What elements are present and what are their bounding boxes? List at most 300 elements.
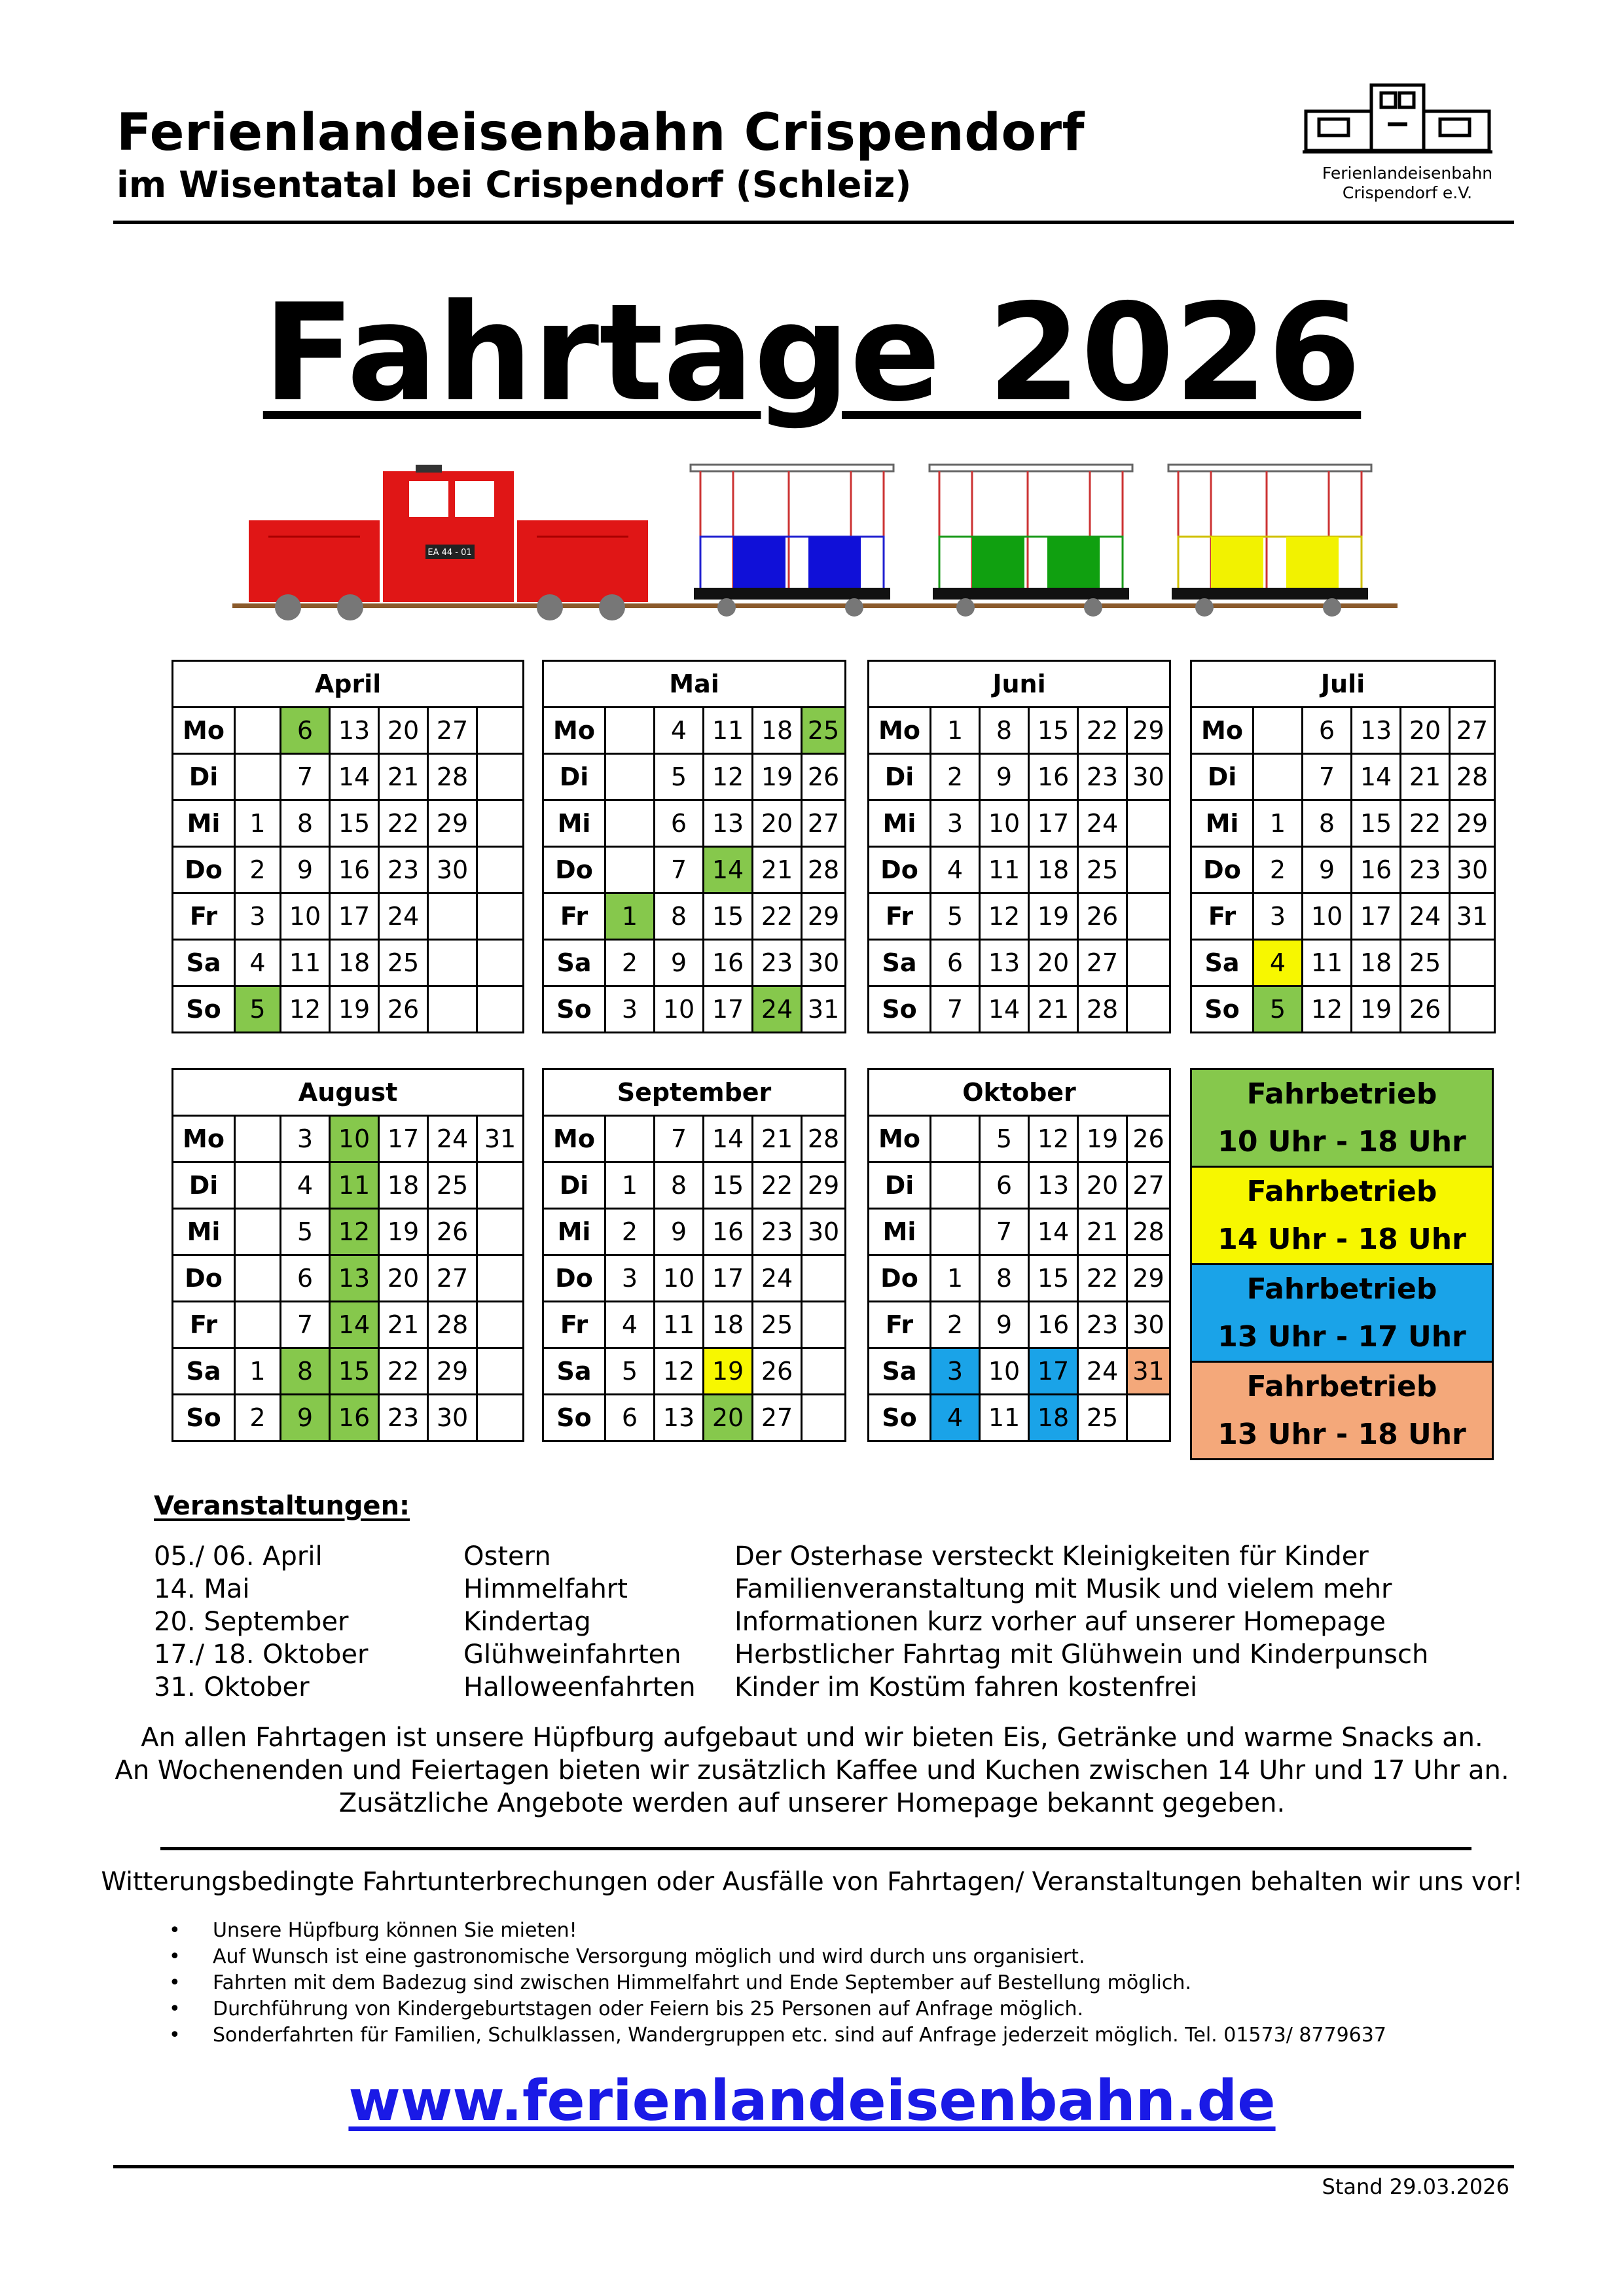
day-cell: 29 (428, 1348, 477, 1395)
day-cell: 11 (281, 940, 330, 986)
notes-rule (160, 1847, 1471, 1850)
day-cell: 16 (330, 1395, 379, 1441)
bullet-item: • Auf Wunsch ist eine gastronomische Versorgung möglich und wird durch uns organisiert. (164, 1944, 1386, 1970)
day-cell: 4 (931, 847, 980, 893)
day-cell: 12 (330, 1209, 379, 1255)
bullet-item: • Unsere Hüpfburg können Sie mieten! (164, 1918, 1386, 1944)
month-header: April (173, 661, 524, 708)
day-cell: 3 (281, 1116, 330, 1162)
day-cell: 14 (704, 1116, 753, 1162)
weekday-label: Mo (869, 1116, 931, 1162)
day-cell: 18 (379, 1162, 428, 1209)
day-cell: 3 (235, 893, 281, 940)
day-cell (605, 847, 655, 893)
day-cell: 30 (1127, 754, 1170, 800)
day-cell: 1 (235, 1348, 281, 1395)
day-cell: 3 (1254, 893, 1303, 940)
day-cell: 7 (655, 847, 704, 893)
day-cell: 10 (281, 893, 330, 940)
day-cell (802, 1395, 846, 1441)
weekday-label: So (543, 1395, 605, 1441)
day-cell: 4 (235, 940, 281, 986)
legend-item (1191, 1167, 1493, 1265)
day-cell: 17 (704, 986, 753, 1033)
day-cell: 27 (802, 800, 846, 847)
day-cell (1127, 986, 1170, 1033)
day-cell: 2 (1254, 847, 1303, 893)
day-cell (1127, 847, 1170, 893)
weekday-label: Mi (543, 1209, 605, 1255)
weekday-label: Fr (543, 1302, 605, 1348)
day-cell: 17 (330, 893, 379, 940)
calendar-september (542, 1068, 846, 1442)
day-cell (477, 893, 524, 940)
day-cell (235, 1162, 281, 1209)
calendar-august (171, 1068, 524, 1442)
event-date: 17./ 18. Oktober (154, 1640, 369, 1670)
day-cell: 25 (1401, 940, 1450, 986)
weekday-label: So (869, 986, 931, 1033)
day-cell: 4 (931, 1395, 980, 1441)
weekday-label: Mi (1191, 800, 1254, 847)
day-cell: 12 (655, 1348, 704, 1395)
day-cell: 15 (704, 1162, 753, 1209)
legend-item (1191, 1069, 1493, 1167)
day-cell: 9 (980, 754, 1029, 800)
day-cell: 15 (1029, 708, 1078, 754)
day-cell: 10 (330, 1116, 379, 1162)
calendar-oktober (867, 1068, 1171, 1442)
day-cell: 25 (1078, 847, 1127, 893)
day-cell: 5 (655, 754, 704, 800)
day-cell: 7 (281, 754, 330, 800)
day-cell: 4 (655, 708, 704, 754)
day-cell: 16 (704, 940, 753, 986)
event-name: Halloweenfahrten (463, 1672, 696, 1702)
weekday-label: So (869, 1395, 931, 1441)
day-cell: 22 (1401, 800, 1450, 847)
bullet-item: • Durchführung von Kindergeburtstagen oder Feiern bis 25 Personen auf Anfrage möglich. (164, 1996, 1386, 2022)
day-cell: 7 (281, 1302, 330, 1348)
day-cell: 30 (802, 940, 846, 986)
day-cell: 24 (1078, 1348, 1127, 1395)
day-cell: 8 (655, 1162, 704, 1209)
event-date: 14. Mai (154, 1574, 250, 1604)
stand-date: Stand 29.03.2026 (1322, 2174, 1509, 2199)
day-cell (477, 940, 524, 986)
day-cell: 9 (1303, 847, 1352, 893)
day-cell: 6 (980, 1162, 1029, 1209)
day-cell: 16 (1029, 1302, 1078, 1348)
event-date: 05./ 06. April (154, 1541, 323, 1571)
day-cell: 21 (379, 754, 428, 800)
day-cell: 7 (931, 986, 980, 1033)
day-cell (802, 1302, 846, 1348)
day-cell: 14 (330, 1302, 379, 1348)
day-cell: 20 (753, 800, 802, 847)
day-cell: 21 (1029, 986, 1078, 1033)
day-cell: 26 (802, 754, 846, 800)
weekday-label: Mo (173, 1116, 235, 1162)
day-cell: 22 (1078, 708, 1127, 754)
day-cell: 6 (281, 1255, 330, 1302)
day-cell (802, 1348, 846, 1395)
day-cell: 27 (428, 1255, 477, 1302)
day-cell: 24 (428, 1116, 477, 1162)
day-cell: 28 (1078, 986, 1127, 1033)
day-cell: 30 (428, 1395, 477, 1441)
day-cell: 23 (379, 847, 428, 893)
weekday-label: Sa (173, 940, 235, 986)
website-link[interactable]: www.ferienlandeisenbahn.de (348, 2068, 1276, 2134)
weekday-label: Di (1191, 754, 1254, 800)
day-cell: 13 (980, 940, 1029, 986)
day-cell (477, 1255, 524, 1302)
day-cell: 4 (1254, 940, 1303, 986)
day-cell: 27 (1450, 708, 1495, 754)
day-cell: 25 (1078, 1395, 1127, 1441)
day-cell: 8 (980, 708, 1029, 754)
legend (1190, 1068, 1494, 1460)
events-heading: Veranstaltungen: (154, 1491, 410, 1521)
day-cell: 17 (379, 1116, 428, 1162)
note-line-2: An Wochenenden und Feiertagen bieten wir zusätzlich Kaffee und Kuchen zwischen 14 Uhr und 17 Uhr an. (115, 1755, 1509, 1785)
day-cell: 29 (802, 893, 846, 940)
weekday-label: Do (543, 1255, 605, 1302)
day-cell (931, 1209, 980, 1255)
day-cell: 8 (281, 800, 330, 847)
day-cell: 18 (1029, 847, 1078, 893)
weekday-label: Fr (173, 893, 235, 940)
day-cell (235, 1255, 281, 1302)
event-date: 20. September (154, 1607, 349, 1637)
main-title: Fahrtage 2026 (262, 276, 1362, 431)
day-cell: 1 (931, 708, 980, 754)
day-cell: 24 (753, 986, 802, 1033)
day-cell: 23 (1401, 847, 1450, 893)
weekday-label: So (173, 986, 235, 1033)
weekday-label: Fr (1191, 893, 1254, 940)
day-cell: 11 (330, 1162, 379, 1209)
month-header: Oktober (869, 1069, 1170, 1116)
day-cell: 5 (281, 1209, 330, 1255)
event-date: 31. Oktober (154, 1672, 310, 1702)
day-cell (1127, 940, 1170, 986)
day-cell: 25 (428, 1162, 477, 1209)
day-cell (477, 1348, 524, 1395)
event-desc: Kinder im Kostüm fahren kostenfrei (734, 1672, 1198, 1702)
day-cell: 17 (1352, 893, 1401, 940)
day-cell: 29 (1450, 800, 1495, 847)
weekday-label: Do (869, 1255, 931, 1302)
day-cell: 25 (802, 708, 846, 754)
coach-green (929, 465, 1132, 617)
day-cell: 8 (281, 1348, 330, 1395)
day-cell: 21 (1078, 1209, 1127, 1255)
weekday-label: Mo (543, 1116, 605, 1162)
month-header: Mai (543, 661, 846, 708)
day-cell: 14 (1352, 754, 1401, 800)
day-cell: 30 (802, 1209, 846, 1255)
day-cell: 15 (330, 800, 379, 847)
day-cell: 23 (379, 1395, 428, 1441)
weekday-label: So (1191, 986, 1254, 1033)
day-cell: 23 (1078, 1302, 1127, 1348)
day-cell: 18 (704, 1302, 753, 1348)
day-cell: 6 (655, 800, 704, 847)
note-line-3: Zusätzliche Angebote werden auf unserer Homepage bekannt gegeben. (338, 1788, 1286, 1818)
day-cell: 12 (980, 893, 1029, 940)
weekday-label: Sa (173, 1348, 235, 1395)
day-cell (605, 1116, 655, 1162)
event-name: Himmelfahrt (463, 1574, 628, 1604)
weekday-label: Do (173, 1255, 235, 1302)
day-cell: 17 (1029, 800, 1078, 847)
calendar-juli (1190, 660, 1496, 1033)
day-cell: 9 (281, 1395, 330, 1441)
day-cell: 11 (980, 1395, 1029, 1441)
day-cell: 20 (1029, 940, 1078, 986)
day-cell: 26 (1127, 1116, 1170, 1162)
legend-item (1191, 1265, 1493, 1362)
weekday-label: Fr (869, 1302, 931, 1348)
weekday-label: Di (543, 1162, 605, 1209)
day-cell: 5 (1254, 986, 1303, 1033)
day-cell: 20 (1078, 1162, 1127, 1209)
day-cell: 13 (330, 708, 379, 754)
day-cell (1254, 754, 1303, 800)
day-cell (477, 847, 524, 893)
day-cell: 19 (379, 1209, 428, 1255)
day-cell: 6 (931, 940, 980, 986)
day-cell: 28 (1127, 1209, 1170, 1255)
legend-hours: 10 Uhr - 18 Uhr (1218, 1125, 1466, 1158)
legend-item (1191, 1362, 1493, 1460)
day-cell: 18 (330, 940, 379, 986)
day-cell: 24 (379, 893, 428, 940)
day-cell: 10 (980, 1348, 1029, 1395)
day-cell: 11 (655, 1302, 704, 1348)
day-cell: 2 (931, 1302, 980, 1348)
day-cell (477, 754, 524, 800)
month-header: Juli (1191, 661, 1495, 708)
day-cell: 11 (1303, 940, 1352, 986)
day-cell: 7 (980, 1209, 1029, 1255)
weekday-label: Mi (543, 800, 605, 847)
day-cell: 29 (1127, 1255, 1170, 1302)
day-cell: 30 (1127, 1302, 1170, 1348)
day-cell: 5 (980, 1116, 1029, 1162)
day-cell: 16 (1029, 754, 1078, 800)
day-cell: 26 (379, 986, 428, 1033)
day-cell: 16 (1352, 847, 1401, 893)
weekday-label: Mo (1191, 708, 1254, 754)
day-cell: 25 (753, 1302, 802, 1348)
day-cell (1254, 708, 1303, 754)
day-cell: 29 (428, 800, 477, 847)
day-cell (1450, 986, 1495, 1033)
day-cell: 19 (1078, 1116, 1127, 1162)
weekday-label: Fr (543, 893, 605, 940)
day-cell: 2 (605, 1209, 655, 1255)
day-cell: 18 (753, 708, 802, 754)
weekday-label: Sa (543, 940, 605, 986)
legend-label: Fahrbetrieb (1246, 1077, 1437, 1111)
day-cell: 1 (931, 1255, 980, 1302)
day-cell: 3 (605, 986, 655, 1033)
day-cell: 13 (1352, 708, 1401, 754)
day-cell: 27 (1078, 940, 1127, 986)
day-cell: 1 (1254, 800, 1303, 847)
day-cell (235, 708, 281, 754)
legend-label: Fahrbetrieb (1246, 1175, 1437, 1208)
day-cell: 30 (1450, 847, 1495, 893)
weekday-label: Sa (543, 1348, 605, 1395)
day-cell: 12 (1029, 1116, 1078, 1162)
day-cell (477, 1209, 524, 1255)
event-desc: Familienveranstaltung mit Musik und vielem mehr (734, 1574, 1392, 1604)
day-cell: 1 (235, 800, 281, 847)
weekday-label: Sa (1191, 940, 1254, 986)
day-cell: 20 (704, 1395, 753, 1441)
day-cell: 13 (330, 1255, 379, 1302)
day-cell (235, 1116, 281, 1162)
day-cell: 9 (655, 1209, 704, 1255)
day-cell (477, 708, 524, 754)
day-cell (605, 800, 655, 847)
event-desc: Informationen kurz vorher auf unserer Homepage (734, 1607, 1386, 1637)
day-cell (235, 1209, 281, 1255)
calendar-juni (867, 660, 1171, 1033)
day-cell: 13 (704, 800, 753, 847)
day-cell: 14 (980, 986, 1029, 1033)
day-cell (802, 1255, 846, 1302)
weekday-label: Di (543, 754, 605, 800)
day-cell (235, 1302, 281, 1348)
day-cell: 2 (235, 847, 281, 893)
day-cell: 24 (753, 1255, 802, 1302)
day-cell (428, 986, 477, 1033)
event-desc: Herbstlicher Fahrtag mit Glühwein und Kinderpunsch (734, 1640, 1429, 1670)
header-rule (113, 221, 1514, 224)
coach-yellow (1168, 465, 1371, 617)
day-cell: 11 (704, 708, 753, 754)
day-cell: 3 (931, 800, 980, 847)
day-cell: 22 (753, 1162, 802, 1209)
day-cell: 24 (1078, 800, 1127, 847)
day-cell: 10 (1303, 893, 1352, 940)
day-cell: 27 (1127, 1162, 1170, 1209)
event-name: Glühweinfahrten (463, 1640, 681, 1670)
day-cell: 12 (704, 754, 753, 800)
locomotive (249, 465, 648, 620)
day-cell: 21 (753, 1116, 802, 1162)
day-cell: 17 (1029, 1348, 1078, 1395)
legend-label: Fahrbetrieb (1246, 1272, 1437, 1306)
day-cell (477, 1302, 524, 1348)
weekday-label: Mi (869, 800, 931, 847)
day-cell: 28 (802, 847, 846, 893)
day-cell (477, 1395, 524, 1441)
day-cell: 13 (1029, 1162, 1078, 1209)
train-illustration (229, 452, 1407, 632)
weekday-label: Mi (869, 1209, 931, 1255)
day-cell: 15 (330, 1348, 379, 1395)
day-cell: 30 (428, 847, 477, 893)
day-cell: 9 (980, 1302, 1029, 1348)
bullet-item: • Fahrten mit dem Badezug sind zwischen Himmelfahrt und Ende September auf Bestellung möglich. (164, 1970, 1386, 1996)
day-cell: 22 (753, 893, 802, 940)
day-cell (1127, 893, 1170, 940)
day-cell: 5 (605, 1348, 655, 1395)
day-cell: 20 (379, 708, 428, 754)
day-cell: 18 (1029, 1395, 1078, 1441)
weekday-label: Mo (173, 708, 235, 754)
day-cell: 9 (281, 847, 330, 893)
day-cell: 19 (1029, 893, 1078, 940)
day-cell: 8 (1303, 800, 1352, 847)
day-cell: 7 (1303, 754, 1352, 800)
day-cell: 19 (1352, 986, 1401, 1033)
legend-label: Fahrbetrieb (1246, 1370, 1437, 1403)
day-cell: 2 (605, 940, 655, 986)
day-cell: 16 (330, 847, 379, 893)
day-cell: 9 (655, 940, 704, 986)
day-cell: 26 (428, 1209, 477, 1255)
day-cell: 24 (1401, 893, 1450, 940)
day-cell: 4 (281, 1162, 330, 1209)
weekday-label: Di (173, 1162, 235, 1209)
bullet-item: • Sonderfahrten für Familien, Schulklassen, Wandergruppen etc. sind auf Anfrage jederzeit möglich. Tel. 01573/ 8779637 (164, 2022, 1386, 2049)
day-cell (235, 754, 281, 800)
weekday-label: Fr (869, 893, 931, 940)
day-cell (931, 1116, 980, 1162)
day-cell: 31 (802, 986, 846, 1033)
legend-hours: 13 Uhr - 18 Uhr (1218, 1418, 1466, 1451)
day-cell (428, 893, 477, 940)
day-cell: 28 (1450, 754, 1495, 800)
day-cell (477, 800, 524, 847)
header-title: Ferienlandeisenbahn Crispendorf (117, 103, 1085, 162)
month-header: September (543, 1069, 846, 1116)
legend-hours: 14 Uhr - 18 Uhr (1218, 1223, 1466, 1256)
coach-blue (691, 465, 893, 617)
day-cell: 5 (931, 893, 980, 940)
weekday-label: Mo (543, 708, 605, 754)
day-cell: 11 (980, 847, 1029, 893)
day-cell: 26 (1078, 893, 1127, 940)
day-cell: 27 (753, 1395, 802, 1441)
day-cell (1450, 940, 1495, 986)
day-cell: 23 (1078, 754, 1127, 800)
day-cell: 23 (753, 940, 802, 986)
weekday-label: So (173, 1395, 235, 1441)
day-cell: 13 (655, 1395, 704, 1441)
weekday-label: Di (869, 1162, 931, 1209)
day-cell: 12 (281, 986, 330, 1033)
day-cell: 15 (1029, 1255, 1078, 1302)
day-cell: 21 (379, 1302, 428, 1348)
legend-hours: 13 Uhr - 17 Uhr (1218, 1320, 1466, 1354)
event-name: Kindertag (463, 1607, 591, 1637)
day-cell: 23 (753, 1209, 802, 1255)
day-cell: 5 (235, 986, 281, 1033)
day-cell: 3 (931, 1348, 980, 1395)
day-cell: 19 (330, 986, 379, 1033)
weekday-label: Fr (173, 1302, 235, 1348)
day-cell (605, 754, 655, 800)
day-cell: 26 (1401, 986, 1450, 1033)
